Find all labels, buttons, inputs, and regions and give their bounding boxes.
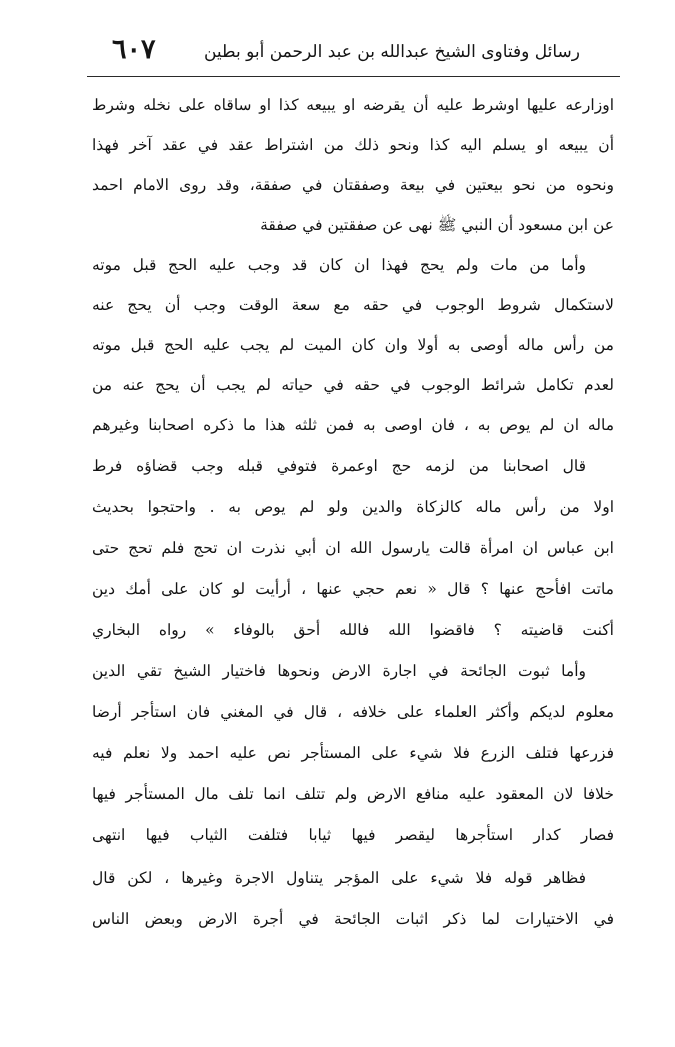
- page-header: [112, 36, 580, 78]
- text-line: لعدم تكامل شرائط الوجوب في حقه في حياته لم يجب أن يحج عنه من: [92, 376, 614, 394]
- text-line: معلوم لديكم وأكثر العلماء على خلافه ، قال في المغني فان استأجر أرضا: [92, 703, 614, 721]
- text-line: ونحوه من نحو بيعتين في بيعة وصفقتان في صفقة، وقد روى الامام احمد: [92, 176, 614, 194]
- running-title: رسائل وفتاوى الشيخ عبدالله بن عبد الرحمن أبو بطين: [203, 42, 580, 62]
- text-line: في الاختيارات لما ذكر اثبات الجائحة في أجرة الارض وبعض الناس: [92, 910, 614, 928]
- text-line: فظاهر قوله فلا شيء على المؤجر يتناول الاجرة وغيرها ، لكن قال: [92, 869, 586, 887]
- text-line: قال اصحابنا من لزمه حج اوعمرة فتوفي قبله وجب قضاؤه فرط: [92, 457, 586, 475]
- text-line: ماله ان لم يوص به ، فان اوصى به فمن ثلثه هذا ما ذكره اصحابنا وغيرهم: [92, 416, 614, 434]
- text-line: وأما ثبوت الجائحة في اجارة الارض ونحوها فاختيار الشيخ تقي الدين: [92, 662, 586, 680]
- text-line: عن ابن مسعود أن النبي ﷺ نهى عن صفقتين في صفقة: [260, 216, 614, 234]
- text-line: فصار كدار استأجرها ليقصر فيها ثيابا فتلفت الثياب فيها انتهى: [92, 826, 614, 844]
- text-line: اوزارعه عليها اوشرط عليه أن يقرضه او يبيعه كذا او ساقاه على نخله وشرط: [92, 96, 614, 114]
- text-line: ابن عباس ان امرأة قالت يارسول الله ان أبي نذرت ان تحج فلم تحج حتى: [92, 539, 614, 557]
- text-line: من رأس ماله أوصى به أولا وان كان الميت لم يجب عليه الحج قبل موته: [92, 336, 614, 354]
- text-line: اولا من رأس ماله كالزكاة والدين ولو لم يوص به . واحتجوا بحديث: [92, 498, 614, 516]
- text-line: ماتت افأحج عنها ؟ قال « نعم حجي عنها ، أرأيت لو كان على أمك دين: [92, 580, 614, 598]
- text-line: فزرعها فتلف الزرع فلا شيء على المستأجر نص عليه احمد ولا نعلم فيه: [92, 744, 614, 762]
- text-line: وأما من مات ولم يحج فهذا ان كان قد وجب عليه الحج قبل موته: [92, 256, 586, 274]
- text-line: لاستكمال شروط الوجوب في حقه مع سعة الوقت وجب أن يحج عنه: [92, 296, 614, 314]
- header-rule: [87, 76, 620, 77]
- text-line: أكنت قاضيته ؟ فاقضوا الله فالله أحق بالوفاء » رواه البخاري: [92, 621, 614, 639]
- page-number: ٦٠٧: [112, 34, 156, 65]
- text-line: خلافا لان المعقود عليه منافع الارض ولم تتلف انما تلف مال المستأجر فيها: [92, 785, 614, 803]
- text-line: أن يبيعه او يسلم اليه كذا ونحو ذلك من اشتراط عقد في عقد آخر فهذا: [92, 136, 614, 154]
